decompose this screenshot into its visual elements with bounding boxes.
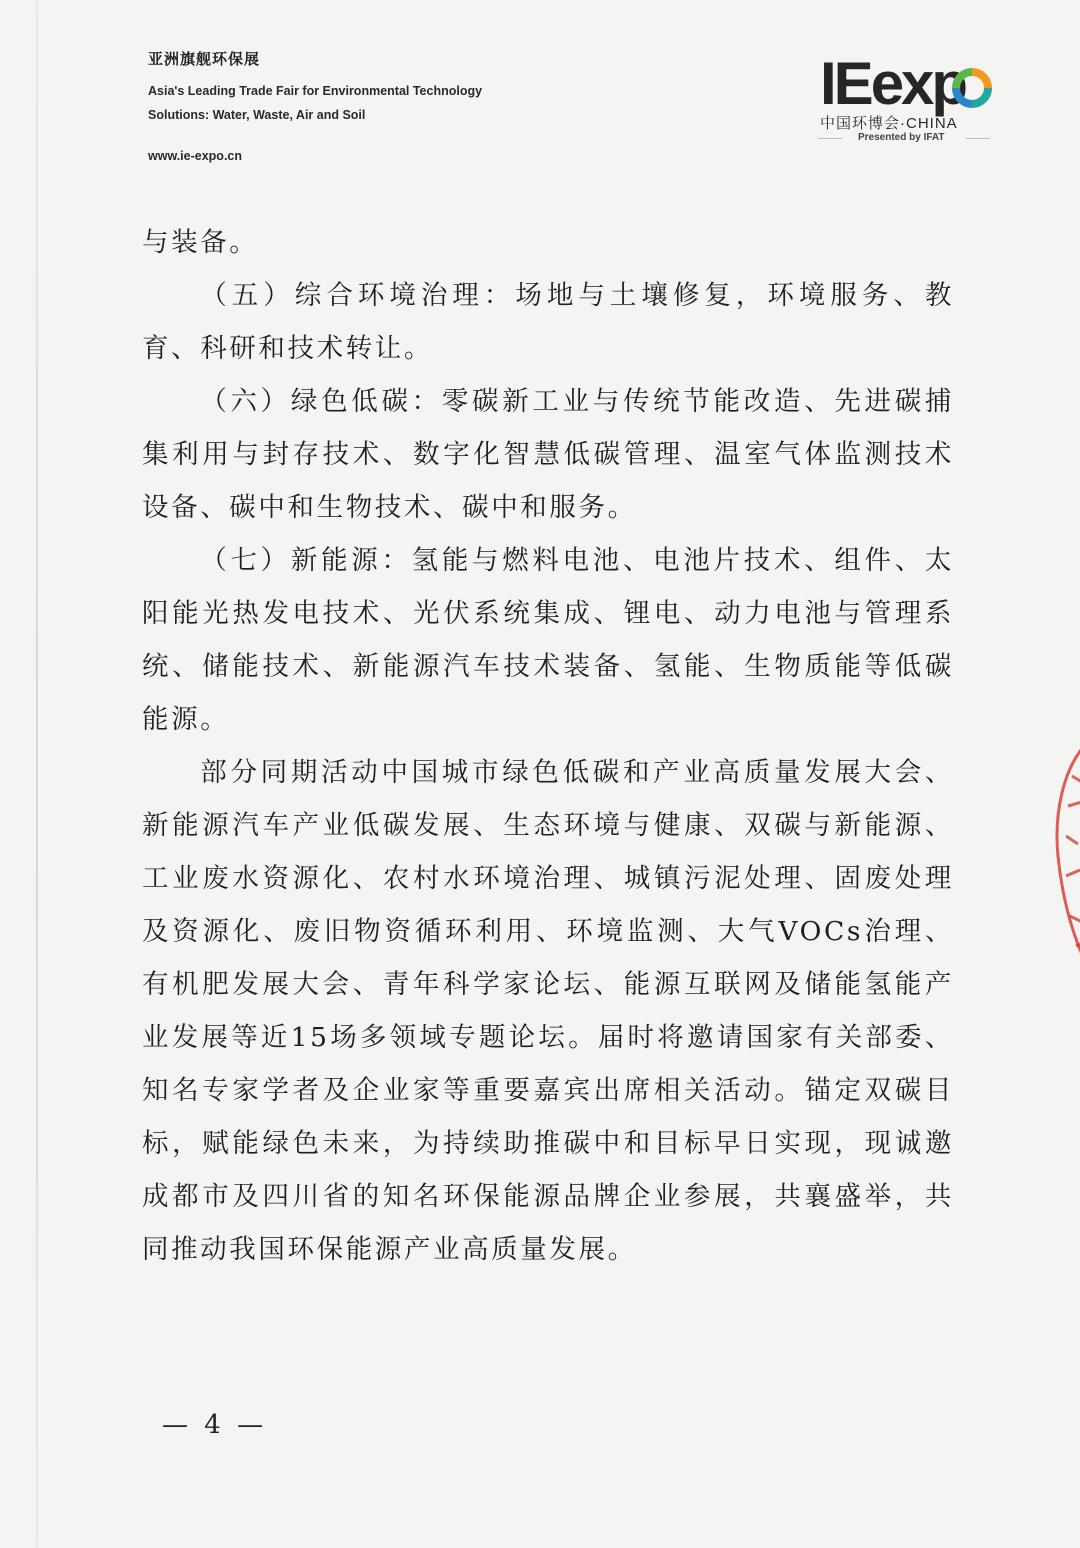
- paragraph-item-6: （六）绿色低碳：零碳新工业与传统节能改造、先进碳捕集利用与封存技术、数字化智慧低碳管理、温室气体监测技术设备、碳中和生物技术、碳中和服务。: [142, 386, 954, 523]
- letterhead-website: www.ie-expo.cn: [148, 149, 243, 163]
- paragraph-item-7: （七）新能源：氢能与燃料电池、电池片技术、组件、太阳能光热发电技术、光伏系统集成、锂电、动力电池与管理系统、储能技术、新能源汽车技术装备、氢能、生物质能等低碳能源。: [142, 545, 954, 735]
- paragraph-item-5: （五）综合环境治理：场地与土壤修复，环境服务、教育、科研和技术转让。: [142, 280, 954, 364]
- letterhead: [148, 48, 482, 163]
- logo-ring-icon: [952, 68, 992, 108]
- logo-presented-by: Presented by IFAT: [858, 132, 945, 143]
- paragraph-continuation: 与装备。: [142, 227, 259, 258]
- scan-edge-shadow: [36, 0, 38, 1548]
- document-body: [142, 216, 954, 1276]
- page-number: — 4 —: [162, 1410, 268, 1440]
- logo-rule-right: [966, 138, 990, 139]
- logo-rule-left: [818, 138, 842, 139]
- ie-expo-logo: [818, 50, 993, 148]
- logo-wordmark: IEexp: [820, 50, 966, 117]
- letterhead-tagline-line2: Solutions: Water, Waste, Air and Soil: [148, 108, 366, 122]
- letterhead-tagline-line1: Asia's Leading Trade Fair for Environmental Technology: [148, 84, 483, 98]
- paragraph-events: 部分同期活动中国城市绿色低碳和产业高质量发展大会、新能源汽车产业低碳发展、生态环境与健康、双碳与新能源、工业废水资源化、农村水环境治理、城镇污泥处理、固废处理及资源化、废旧物资循环利用、环境监测、大气VOCs治理、有机肥发展大会、青年科学家论坛、能源互联网及储能氢能产业发展等近15场多领域专题论坛。届时将邀请国家有关部委、知名专家学者及企业家等重要嘉宾出席相关活动。锚定双碳目标，赋能绿色未来，为持续助推碳中和目标早日实现，现诚邀成都市及四川省的知名环保能源品牌企业参展，共襄盛举，共同推动我国环保能源产业高质量发展。: [142, 757, 954, 1265]
- logo-subtitle: 中国环博会·CHINA: [820, 115, 958, 132]
- letterhead-name-cn: 亚洲旗舰环保展: [148, 51, 261, 68]
- red-seal-stamp-fragment: [1032, 736, 1080, 976]
